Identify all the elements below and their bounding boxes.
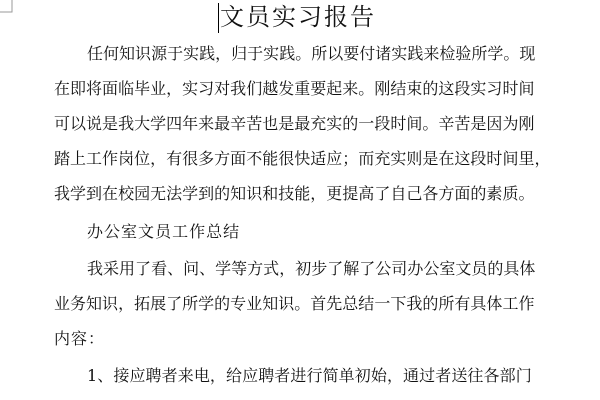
- paragraph-1-line-1[interactable]: 任 何 知 识 源 于 实 践 ， 归 于 实 践 。 所 以 要 付 诸 实 践 来 检 验 所 学 。 现: [87, 44, 536, 63]
- paragraph-2-line-3[interactable]: 内 容 ：: [54, 329, 106, 348]
- paragraph-1-line-5[interactable]: 我 学 到 在 校 园 无 法 学 到 的 知 识 和 技 能 ， 更 提 高 了 自 己 各 方 面 的 素 质 。: [54, 184, 535, 203]
- text-cursor: [218, 3, 219, 33]
- section-heading[interactable]: 办 公 室 文 员 工 作 总 结: [87, 222, 241, 241]
- page-corner-mark: [0, 0, 14, 14]
- paragraph-1-line-2[interactable]: 在 即 将 面 临 毕 业 ， 实 习 对 我 们 越 发 重 要 起 来 。 刚 结 束 的 这 段 实 习 时 间: [54, 79, 535, 98]
- paragraph-1-line-3[interactable]: 可 以 说 是 我 大 学 四 年 来 最 辛 苦 也 是 最 充 实 的 一 段 时 间 。 辛 苦 是 因 为 刚: [54, 114, 535, 133]
- paragraph-1-line-4[interactable]: 踏 上 工 作 岗 位 ， 有 很 多 方 面 不 能 很 快 适 应 ； 而 充 实 则 是 在 这 段 时 间 里 ，: [54, 149, 551, 168]
- paragraph-2-line-1[interactable]: 我 采 用 了 看 、 问 、 学 等 方 式 ， 初 步 了 解 了 公 司 办 公 室 文 员 的 具 体: [87, 259, 536, 278]
- paragraph-2-line-2[interactable]: 业 务 知 识 ， 拓 展 了 所 学 的 专 业 知 识 。 首 先 总 结 一 下 我 的 所 有 具 体 工 作: [54, 294, 535, 313]
- paragraph-3-line-1[interactable]: 1 、 接 应 聘 者 来 电 ， 给 应 聘 者 进 行 简 单 初 始 ， 通 过 者 送 往 各 部 门: [87, 366, 532, 385]
- document-title[interactable]: 文员实习报告: [220, 3, 376, 31]
